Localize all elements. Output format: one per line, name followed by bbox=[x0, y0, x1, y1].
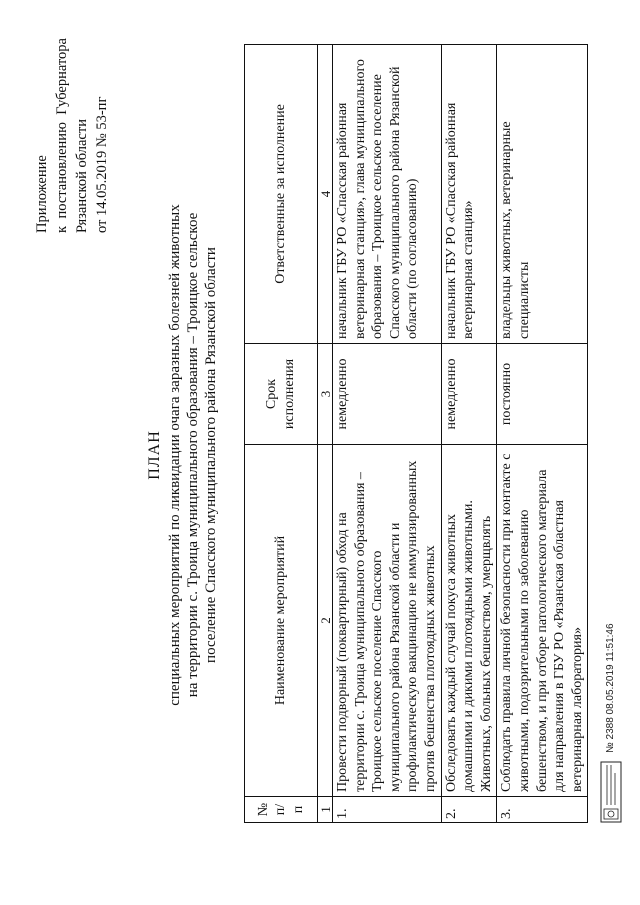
row-action: Провести подворный (поквартирный) обход на территории с. Троица муниципального образования – Троицкое сельское поселение Спасского муниципального района Рязанской области и профилактическую вакцинацию не иммунизированных против бешенства плотоядных животных bbox=[333, 445, 442, 797]
appendix-label: Приложение bbox=[34, 155, 50, 233]
column-number-1: 1 bbox=[318, 797, 333, 823]
appendix-word-decree: постановлению bbox=[54, 122, 70, 219]
document-title bbox=[146, 105, 220, 805]
header-term: Срок исполнения bbox=[245, 344, 318, 445]
row-responsible: начальник ГБУ РО «Спасская районная ветеринарная станция» bbox=[441, 45, 497, 344]
row-term: немедленно bbox=[333, 344, 442, 445]
plan-heading: ПЛАН bbox=[146, 430, 163, 480]
row-responsible: начальник ГБУ РО «Спасская районная ветеринарная станция», глава муниципального образования – Троицкое сельское поселение Спасского муниципального района Рязанской области (по согласованию) bbox=[333, 45, 442, 344]
appendix-word-k: к bbox=[54, 225, 70, 233]
title-line-3: поселение Спасского муниципального района Рязанской области bbox=[203, 247, 219, 663]
registry-stamp-icon bbox=[600, 761, 622, 823]
table-column-numbers-row bbox=[318, 45, 333, 823]
title-line-2: на территории с. Троица муниципального образования – Троицкое сельское bbox=[185, 212, 201, 698]
table-row bbox=[497, 45, 588, 823]
table-header-row bbox=[245, 45, 318, 823]
column-number-2: 2 bbox=[318, 445, 333, 797]
header-number: № п/п bbox=[245, 797, 318, 823]
appendix-word-governor: Губернатора bbox=[54, 38, 70, 115]
row-number: 3. bbox=[497, 797, 588, 823]
row-responsible: владельцы животных, ветеринарные специалисты bbox=[497, 45, 588, 344]
row-number: 1. bbox=[333, 797, 442, 823]
row-term: немедленно bbox=[441, 344, 497, 445]
registration-number: № 2388 08.05.2019 11:51:46 bbox=[605, 623, 616, 753]
measures-table bbox=[244, 44, 588, 823]
appendix-reference bbox=[52, 38, 72, 233]
column-number-4: 4 bbox=[318, 45, 333, 344]
header-responsible: Ответственные за исполнение bbox=[245, 45, 318, 344]
registration-footer bbox=[596, 423, 626, 823]
appendix-region: Рязанской области bbox=[74, 119, 90, 233]
row-number: 2. bbox=[441, 797, 497, 823]
row-action: Обследовать каждый случай покуса животных домашними и дикими плотоядными животными. Животных, больных бешенством, умерщвлять bbox=[441, 445, 497, 797]
table-row bbox=[441, 45, 497, 823]
row-term: постоянно bbox=[497, 344, 588, 445]
title-line-1: специальных мероприятий по ликвидации очага заразных болезней животных bbox=[167, 204, 183, 706]
appendix-block bbox=[32, 38, 112, 233]
table-row bbox=[333, 45, 442, 823]
appendix-date-number: от 14.05.2019 № 53-пг bbox=[94, 96, 110, 233]
header-action: Наименование мероприятий bbox=[245, 445, 318, 797]
row-action: Соблюдать правила личной безопасности при контакте с животными, подозрительными по заболеванию бешенством, и при отборе патологического материала для направления в ГБУ РО «Рязанская областная ветеринарная лаборатория» bbox=[497, 445, 588, 797]
column-number-3: 3 bbox=[318, 344, 333, 445]
